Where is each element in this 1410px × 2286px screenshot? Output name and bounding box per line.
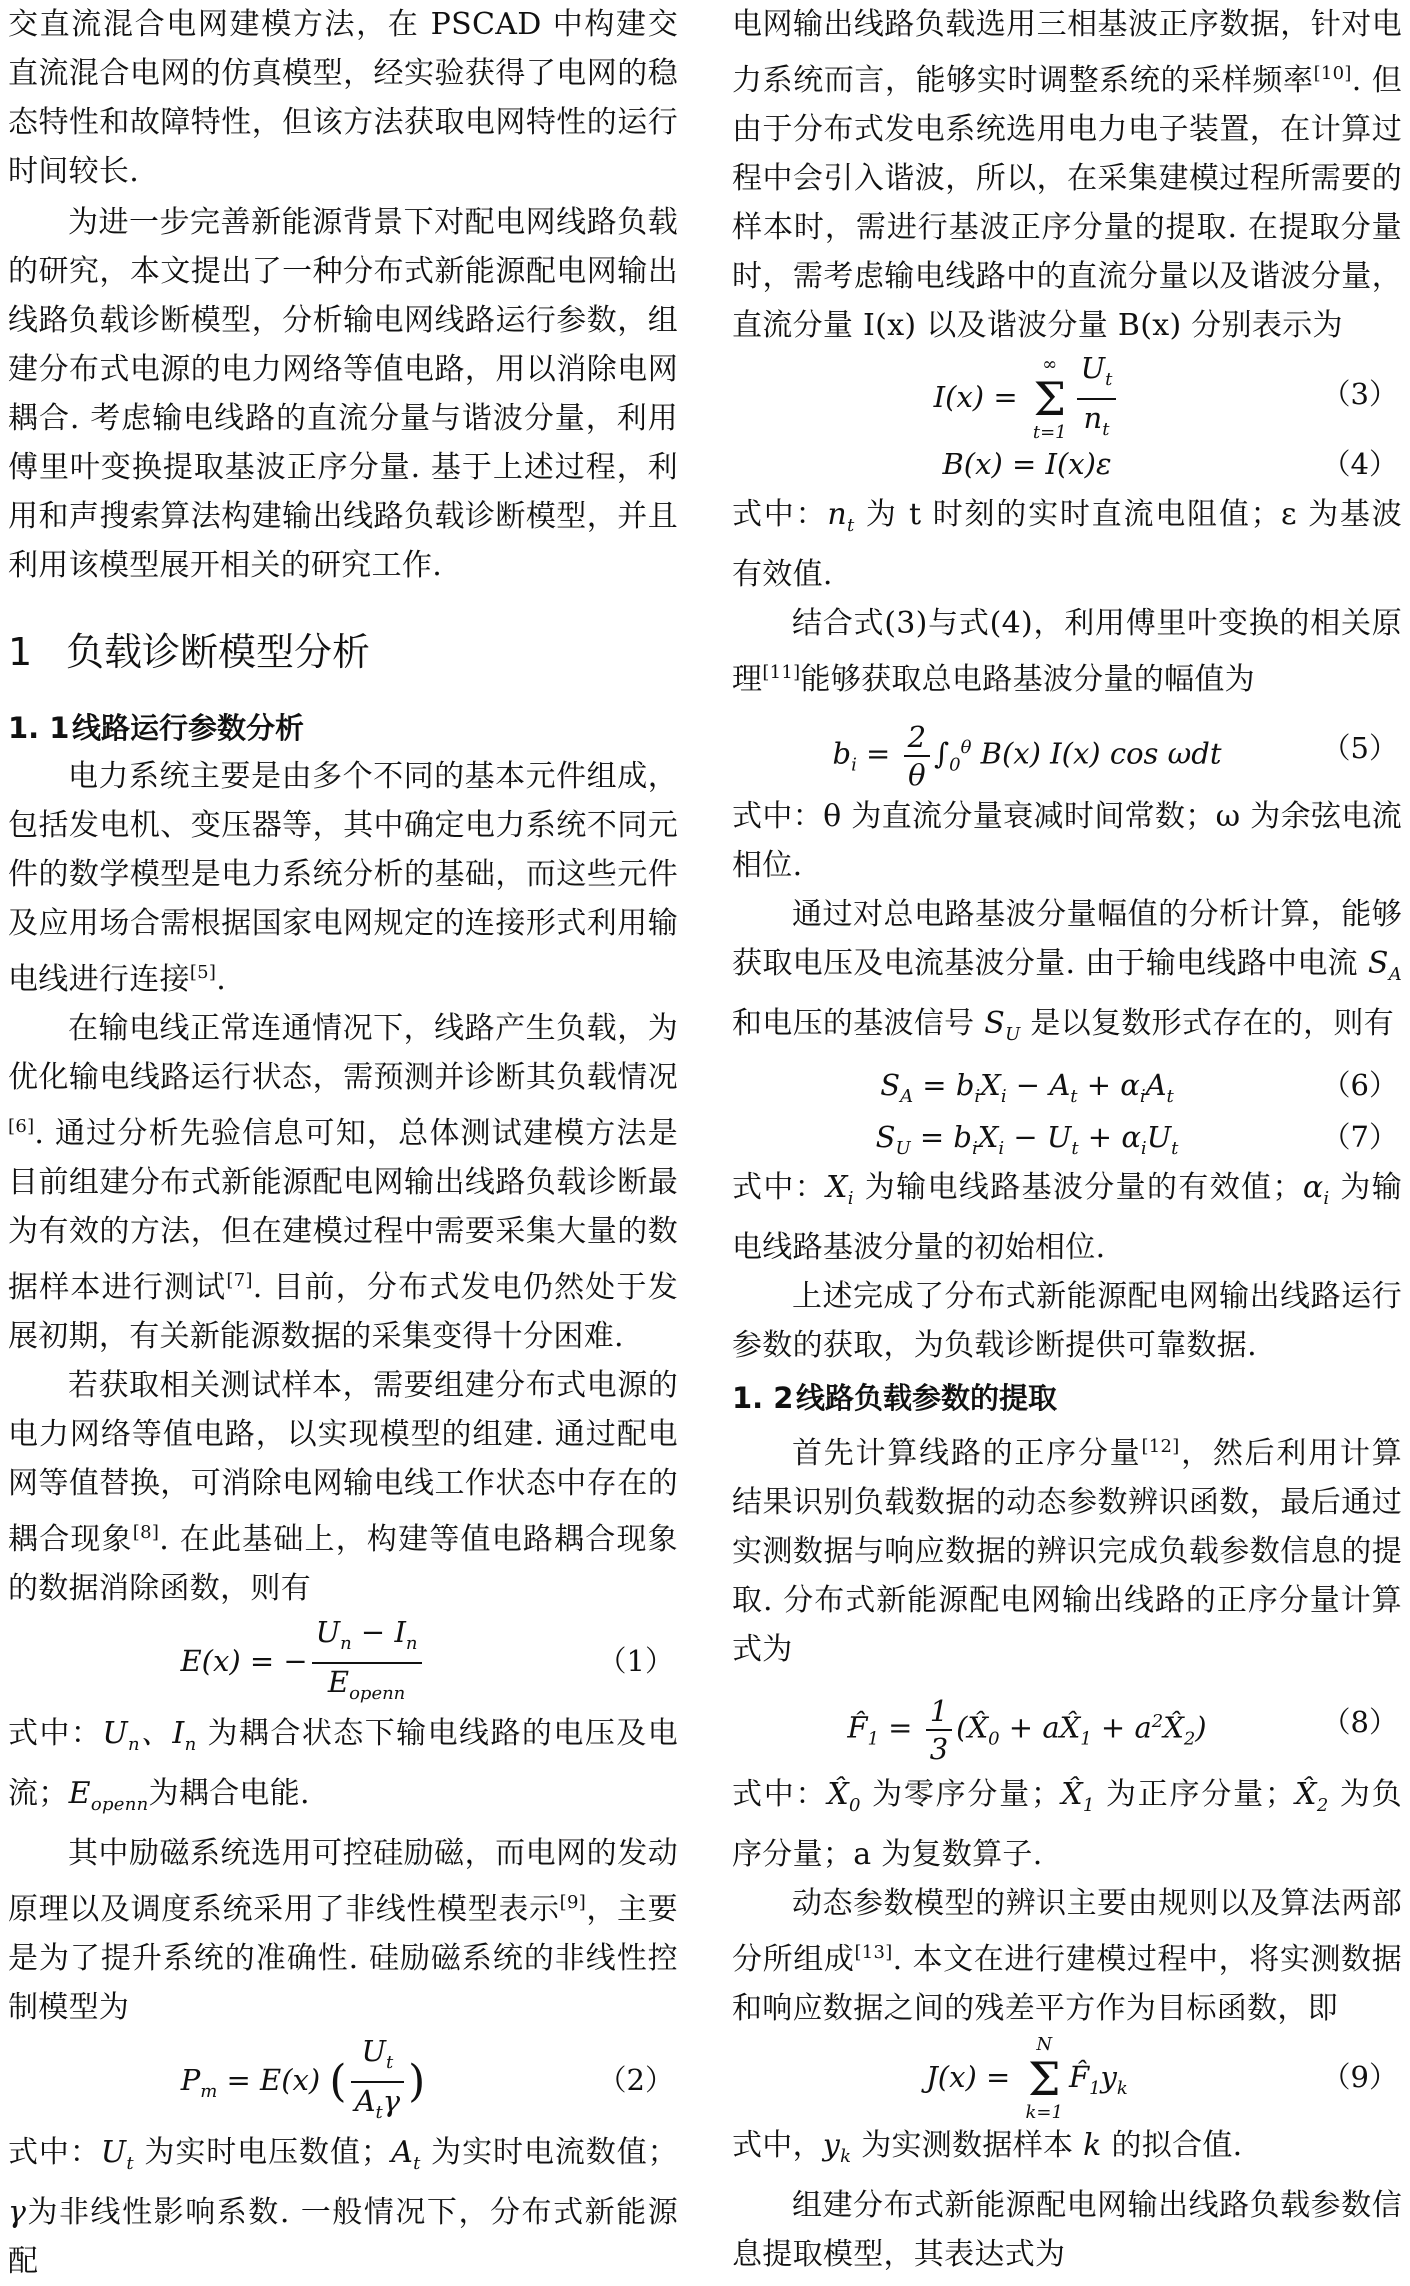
paragraph: 式中，$y_k$ 为实测数据样本 k 的拟合值. (732, 2128, 1243, 2167)
paragraph: 式中：$U_n$、$I_n$ 为耦合状态下输电线路的电压及电流；$E_{openn}$为耦合电能. (8, 1716, 679, 1815)
paragraph: 电网输出线路负载选用三相基波正序数据，针对电力系统而言，能够实时调整系统的采样频率[10]. 但由于分布式发电系统选用电力电子装置，在计算过程中会引入谐波，所以，在采集建模过程所需要的样本时，需进行基波正序分量的提取. 在提取分量时，需考虑输电线路中的直流分量以及谐波分量，直流分量 I(x) 以及谐波分量 B(x) 分别表示为 (732, 7, 1402, 343)
section-number: 1 (8, 630, 33, 674)
equation-9: J(x) = N Σ k=1 $F̂_1y_k$ （9） (926, 2034, 1398, 2123)
paragraph: 首先计算线路的正序分量[12]，然后利用计算结果识别负载数据的动态参数辨识函数，最后通过实测数据与响应数据的辨识完成负载参数信息的提取. 分布式新能源配电网输出线路的正序分量计算式为 (732, 1436, 1402, 1667)
subsection-number: 1. 1 (8, 711, 70, 745)
equation-number: （9） (1321, 2060, 1398, 2094)
paragraph: 其中励磁系统选用可控硅励磁，而电网的发动原理以及调度系统采用了非线性模型表示[9]，主要是为了提升系统的准确性. 硅励磁系统的非线性控制模型为 (8, 1836, 678, 2025)
paragraph: 式中：$n_t$ 为 t 时刻的实时直流电阻值；ε 为基波有效值. (732, 497, 1402, 592)
citation: [6] (8, 1116, 35, 1137)
equation-number: （3） (1321, 377, 1398, 411)
paragraph: 式中：$U_t$ 为实时电压数值；$A_t$ 为实时电流数值；γ为非线性影响系数. 一般情况下，分布式新能源配 (8, 2135, 678, 2279)
citation: [8] (132, 1522, 160, 1543)
equation-1: E(x) = − $\frac{U_n - I_n}{E_{openn}}$ （1） (8, 1613, 678, 1709)
paragraph: 为进一步完善新能源背景下对配电网线路负载的研究，本文提出了一种分布式新能源配电网输出线路负载诊断模型，分析输电网线路运行参数，组建分布式电源的电力网络等值电路，用以消除电网耦合. 考虑输电线路的直流分量与谐波分量，利用傅里叶变换提取基波正序分量. 基于上述过程，利用和声搜索算法构建输出线路负载诊断模型，并且利用该模型展开相关的研究工作. (8, 205, 678, 583)
equation-5: $b_i$ = $\frac{2}{\theta}$ $\int_0^\theta$ B(x) I(x) cos ωdt （5） (732, 704, 1402, 792)
subsection-title: 线路负载参数的提取 (796, 1381, 1058, 1415)
paragraph: 式中：$X_i$ 为输电线路基波分量的有效值；$\alpha_i$ 为输电线路基波分量的初始相位. (732, 1170, 1403, 1265)
equation-6: $S_A = b_iX_i - A_t + \alpha_iA_t$ （6） (732, 1059, 1402, 1111)
paragraph: 动态参数模型的辨识主要由规则以及算法两部分所组成[13]. 本文在进行建模过程中，将实测数据和响应数据之间的残差平方作为目标函数，即 (732, 1886, 1402, 2026)
citation: [11] (762, 662, 801, 683)
paragraph: 式中：$X̂_0$ 为零序分量；$X̂_1$ 为正序分量；$X̂_2$ 为负序分量；a 为复数算子. (732, 1777, 1402, 1872)
equation-number: （6） (1321, 1068, 1398, 1102)
subsection-heading (732, 1374, 1402, 1422)
equation-number: （5） (1321, 731, 1398, 765)
equation-4: B(x) = I(x)ε （4） (732, 438, 1402, 490)
section-heading (8, 622, 678, 682)
paragraph: 若获取相关测试样本，需要组建分布式电源的电力网络等值电路，以实现模型的组建. 通过配电网等值替换，可消除电网输电线工作状态中存在的耦合现象[8]. 在此基础上，构建等值电路耦合现象的数据消除函数，则有 (8, 1368, 678, 1606)
left-column (8, 0, 678, 2286)
paragraph: 在输电线正常连通情况下，线路产生负载，为优化输电线路运行状态，需预测并诊断其负载情况[6]. 通过分析先验信息可知，总体测试建模方法是目前组建分布式新能源配电网输出线路负载诊断最为有效的方法，但在建模过程中需要采集大量的数据样本进行测试[7]. 目前，分布式发电仍然处于发展初期，有关新能源数据的采集变得十分困难. (8, 1011, 678, 1354)
paragraph: 通过对总电路基波分量幅值的分析计算，能够获取电压及电流基波分量. 由于输电线路中电流 $S_A$ 和电压的基波信号 $S_U$ 是以复数形式存在的，则有 (732, 897, 1402, 1045)
citation: [13] (854, 1942, 893, 1963)
equation-number: （2） (597, 2063, 674, 2097)
equation-8: $F̂_1$ = $\frac{1}{3}$ ($X̂_0$ + $aX̂_1$ + $a^2X̂_2$) （8） (732, 1674, 1402, 1770)
subsection-number: 1. 2 (732, 1381, 794, 1415)
subsection-heading (8, 704, 678, 752)
paragraph: 交直流混合电网建模方法，在 PSCAD 中构建交直流混合电网的仿真模型，经实验获得了电网的稳态特性和故障特性，但该方法获取电网特性的运行时间较长. (8, 7, 678, 189)
citation: [9] (559, 1892, 587, 1913)
subsection-title: 线路运行参数分析 (72, 711, 305, 745)
equation-2: $P_m = E(x)$ ( $\frac{U_t}{A_t\gamma}$ ) （2） (8, 2032, 678, 2128)
right-column (732, 0, 1402, 2279)
equation-3: I(x) = ∞ Σ t=1 $\frac{U_t}{n_t}$ （3） (933, 351, 1398, 443)
paragraph: 电力系统主要是由多个不同的基本元件组成，包括发电机、变压器等，其中确定电力系统不同元件的数学模型是电力系统分析的基础，而这些元件及应用场合需根据国家电网规定的连接形式利用输电线进行连接[5]. (8, 759, 678, 997)
citation: [10] (1313, 63, 1352, 84)
equation-number: （8） (1321, 1705, 1398, 1739)
paragraph: 上述完成了分布式新能源配电网输出线路运行参数的获取，为负载诊断提供可靠数据. (732, 1279, 1402, 1363)
equation-number: （7） (1321, 1120, 1398, 1154)
equation-7: $S_U = b_iX_i - U_t + \alpha_iU_t$ （7） (732, 1111, 1402, 1163)
equation-number: （1） (597, 1644, 674, 1678)
paragraph: 组建分布式新能源配电网输出线路负载参数信息提取模型，其表达式为 (732, 2188, 1402, 2272)
paragraph: 式中：θ 为直流分量衰减时间常数；ω 为余弦电流相位. (732, 799, 1402, 883)
citation: [12] (1141, 1436, 1180, 1457)
citation: [7] (226, 1270, 253, 1291)
equation-number: （4） (1321, 447, 1398, 481)
section-title: 负载诊断模型分析 (66, 630, 371, 674)
paragraph: 结合式(3)与式(4)，利用傅里叶变换的相关原理[11]能够获取总电路基波分量的幅值为 (732, 606, 1402, 697)
citation: [5] (189, 962, 217, 983)
